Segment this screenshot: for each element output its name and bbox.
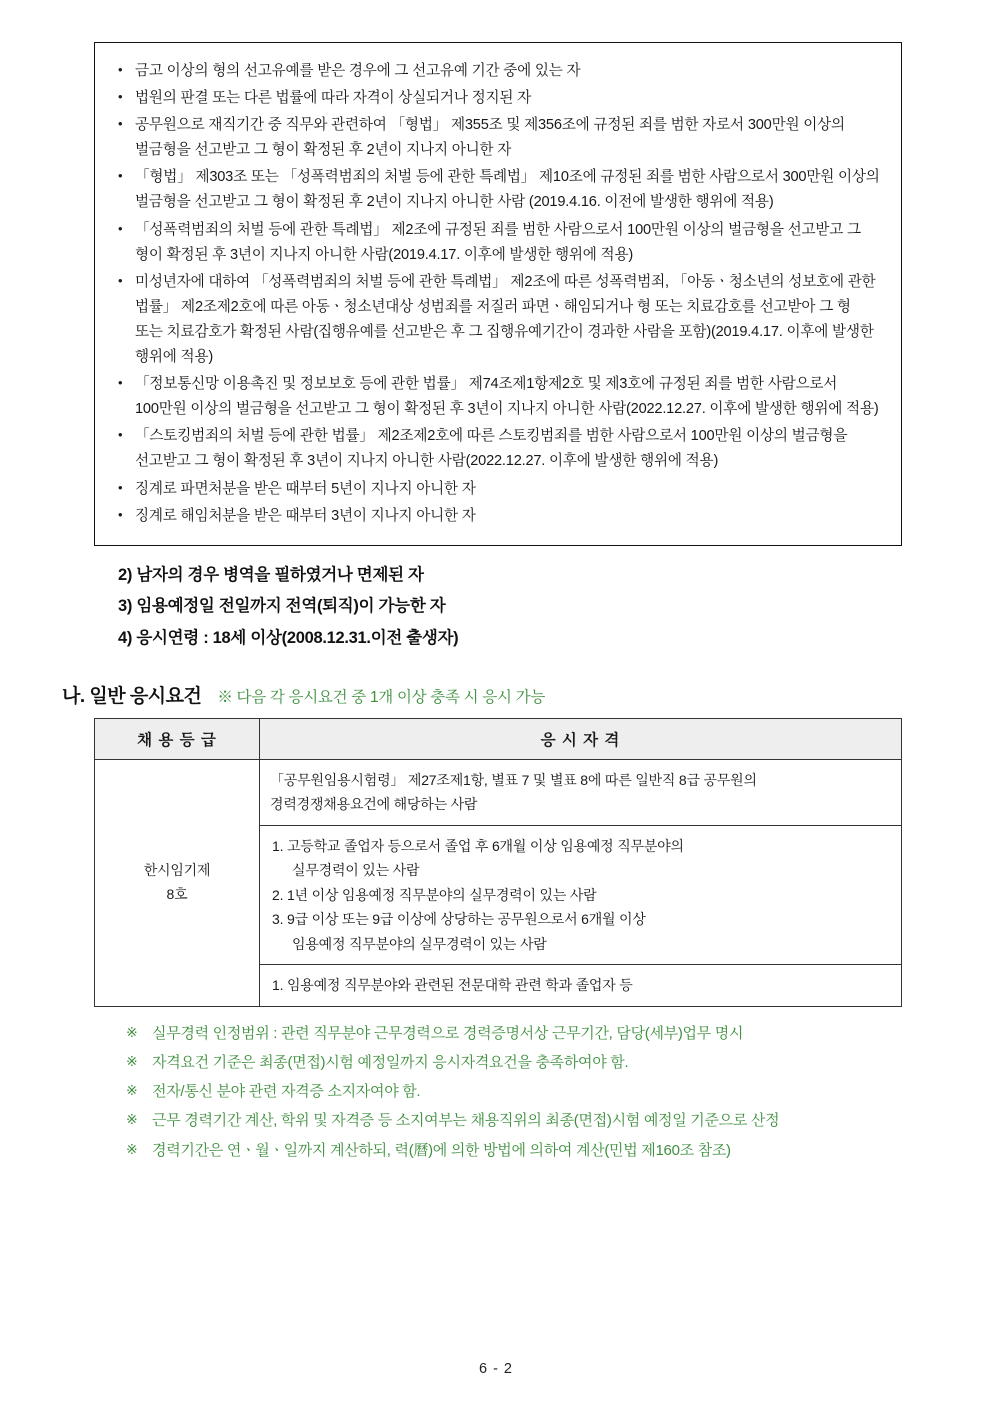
list-item: • 징계로 파면처분을 받은 때부터 5년이 지나지 아니한 자 — [115, 477, 881, 502]
list-item: • 「정보통신망 이용촉진 및 정보보호 등에 관한 법률」 제74조제1항제2호 및 제3호에 규정된 죄를 범한 사람으로서 100만원 이상의 벌금형을 선고받고 그 형이 확정된 후 3년이 지나지 아니한 사람(2022.12.27. 이후에 발생한 행위에 적용) — [115, 372, 881, 422]
list-item: • 법원의 판결 또는 다른 법률에 따라 자격이 상실되거나 정지된 자 — [115, 86, 881, 111]
footnote: ※ 경력기간은 연ㆍ월ㆍ일까지 계산하되, 력(曆)에 의한 방법에 의하여 계산(민법 제160조 참조) — [126, 1136, 902, 1165]
qualification-cell — [260, 965, 902, 1007]
table-header-row — [95, 718, 902, 759]
list-item: • 「스토킹범죄의 처벌 등에 관한 법률」 제2조제2호에 따른 스토킹범죄를 범한 사람으로서 100만원 이상의 벌금형을 선고받고 그 형이 확정된 후 3년이 지나지 아니한 사람(2022.12.27. 이후에 발생한 행위에 적용) — [115, 424, 881, 474]
eligibility-table — [94, 718, 902, 1007]
qualification-line: 「공무원임용시험령」 제27조제1항, 별표 7 및 별표 8에 따른 일반직 8급 공무원의 — [270, 771, 757, 788]
qualification-line: 1. 임용예정 직무분야와 관련된 전문대학 관련 학과 졸업자 등 — [272, 977, 633, 994]
footnote: ※ 근무 경력기간 계산, 학위 및 자격증 등 소지여부는 채용직위의 최종(면접)시험 예정일 기준으로 산정 — [126, 1106, 902, 1135]
numbered-item: 4) 응시연령 : 18세 이상(2008.12.31.이전 출생자) — [118, 629, 459, 648]
qualification-line: 3. 9급 이상 또는 9급 이상에 상당하는 공무원으로서 6개월 이상 — [272, 911, 646, 928]
grade-label-line1: 한시임기제 — [143, 861, 211, 878]
grade-cell — [95, 759, 260, 1006]
qualification-cell — [260, 759, 902, 825]
column-header-grade: 채 용 등 급 — [95, 718, 260, 759]
footnote: ※ 실무경력 인정범위 : 관련 직무분야 근무경력으로 경력증명서상 근무기간, 담당(세부)업무 명시 — [126, 1019, 902, 1048]
qualification-cell — [260, 825, 902, 965]
footnote: ※ 자격요건 기준은 최종(면접)시험 예정일까지 응시자격요건을 충족하여야 함. — [126, 1048, 902, 1077]
disqualification-box — [94, 42, 902, 546]
numbered-item: 3) 임용예정일 전일까지 전역(퇴직)이 가능한 자 — [118, 597, 446, 616]
list-item: • 「형법」 제303조 또는 「성폭력범죄의 처벌 등에 관한 특례법」 제10조에 규정된 죄를 범한 사람으로서 300만원 이상의 벌금형을 선고받고 그 형이 확정된 후 2년이 지나지 아니한 사람 (2019.4.16. 이전에 발생한 행위에 적용) — [115, 165, 881, 215]
list-item: • 공무원으로 재직기간 중 직무와 관련하여 「형법」 제355조 및 제356조에 규정된 죄를 범한 자로서 300만원 이상의 벌금형을 선고받고 그 형이 확정된 후 2년이 지나지 아니한 자 — [115, 113, 881, 163]
section-title: 나. 일반 응시요건 — [62, 685, 202, 707]
numbered-item: 2) 남자의 경우 병역을 필하였거나 면제된 자 — [118, 565, 424, 584]
disqualification-list — [115, 59, 881, 529]
page-number: 6 - 2 — [478, 1361, 513, 1377]
list-item: • 「성폭력범죄의 처벌 등에 관한 특례법」 제2조에 규정된 죄를 범한 사람으로서 100만원 이상의 벌금형을 선고받고 그 형이 확정된 후 3년이 지나지 아니한 사람(2019.4.17. 이후에 발생한 행위에 적용) — [115, 218, 881, 268]
numbered-items — [48, 560, 944, 655]
list-item: • 미성년자에 대하여 「성폭력범죄의 처벌 등에 관한 특례법」 제2조에 따른 성폭력범죄, 「아동ㆍ청소년의 성보호에 관한 법률」 제2조제2호에 따른 아동ㆍ청소년대상 성범죄를 저질러 파면ㆍ해임되거나 형 또는 치료감호를 선고받아 그 형 또는 치료감호가 확정된 사람(집행유예를 선고받은 후 그 집행유예기간이 경과한 사람을 포함)(2019.4.17. 이후에 발생한 행위에 적용) — [115, 270, 881, 370]
table-row — [95, 759, 902, 825]
grade-label-line2: 8호 — [166, 885, 188, 902]
qualification-line: 2. 1년 이상 임용예정 직무분야의 실무경력이 있는 사람 — [272, 886, 597, 903]
qualification-line: 경력경쟁채용요건에 해당하는 사람 — [270, 796, 478, 813]
list-item: • 금고 이상의 형의 선고유예를 받은 경우에 그 선고유예 기간 중에 있는 자 — [115, 59, 881, 84]
column-header-qualification: 응 시 자 격 — [260, 718, 902, 759]
footnotes — [126, 1019, 902, 1165]
footnote: ※ 전자/통신 분야 관련 자격증 소지자여야 함. — [126, 1077, 902, 1106]
qualification-line: 임용예정 직무분야의 실무경력이 있는 사람 — [292, 935, 547, 952]
qualification-line: 실무경력이 있는 사람 — [292, 862, 420, 879]
section-note: ※ 다음 각 응시요건 중 1개 이상 충족 시 응시 가능 — [217, 688, 546, 706]
section-heading — [62, 681, 944, 708]
list-item: • 징계로 해임처분을 받은 때부터 3년이 지나지 아니한 자 — [115, 504, 881, 529]
qualification-line: 1. 고등학교 졸업자 등으로서 졸업 후 6개월 이상 임용예정 직무분야의 — [272, 837, 684, 854]
